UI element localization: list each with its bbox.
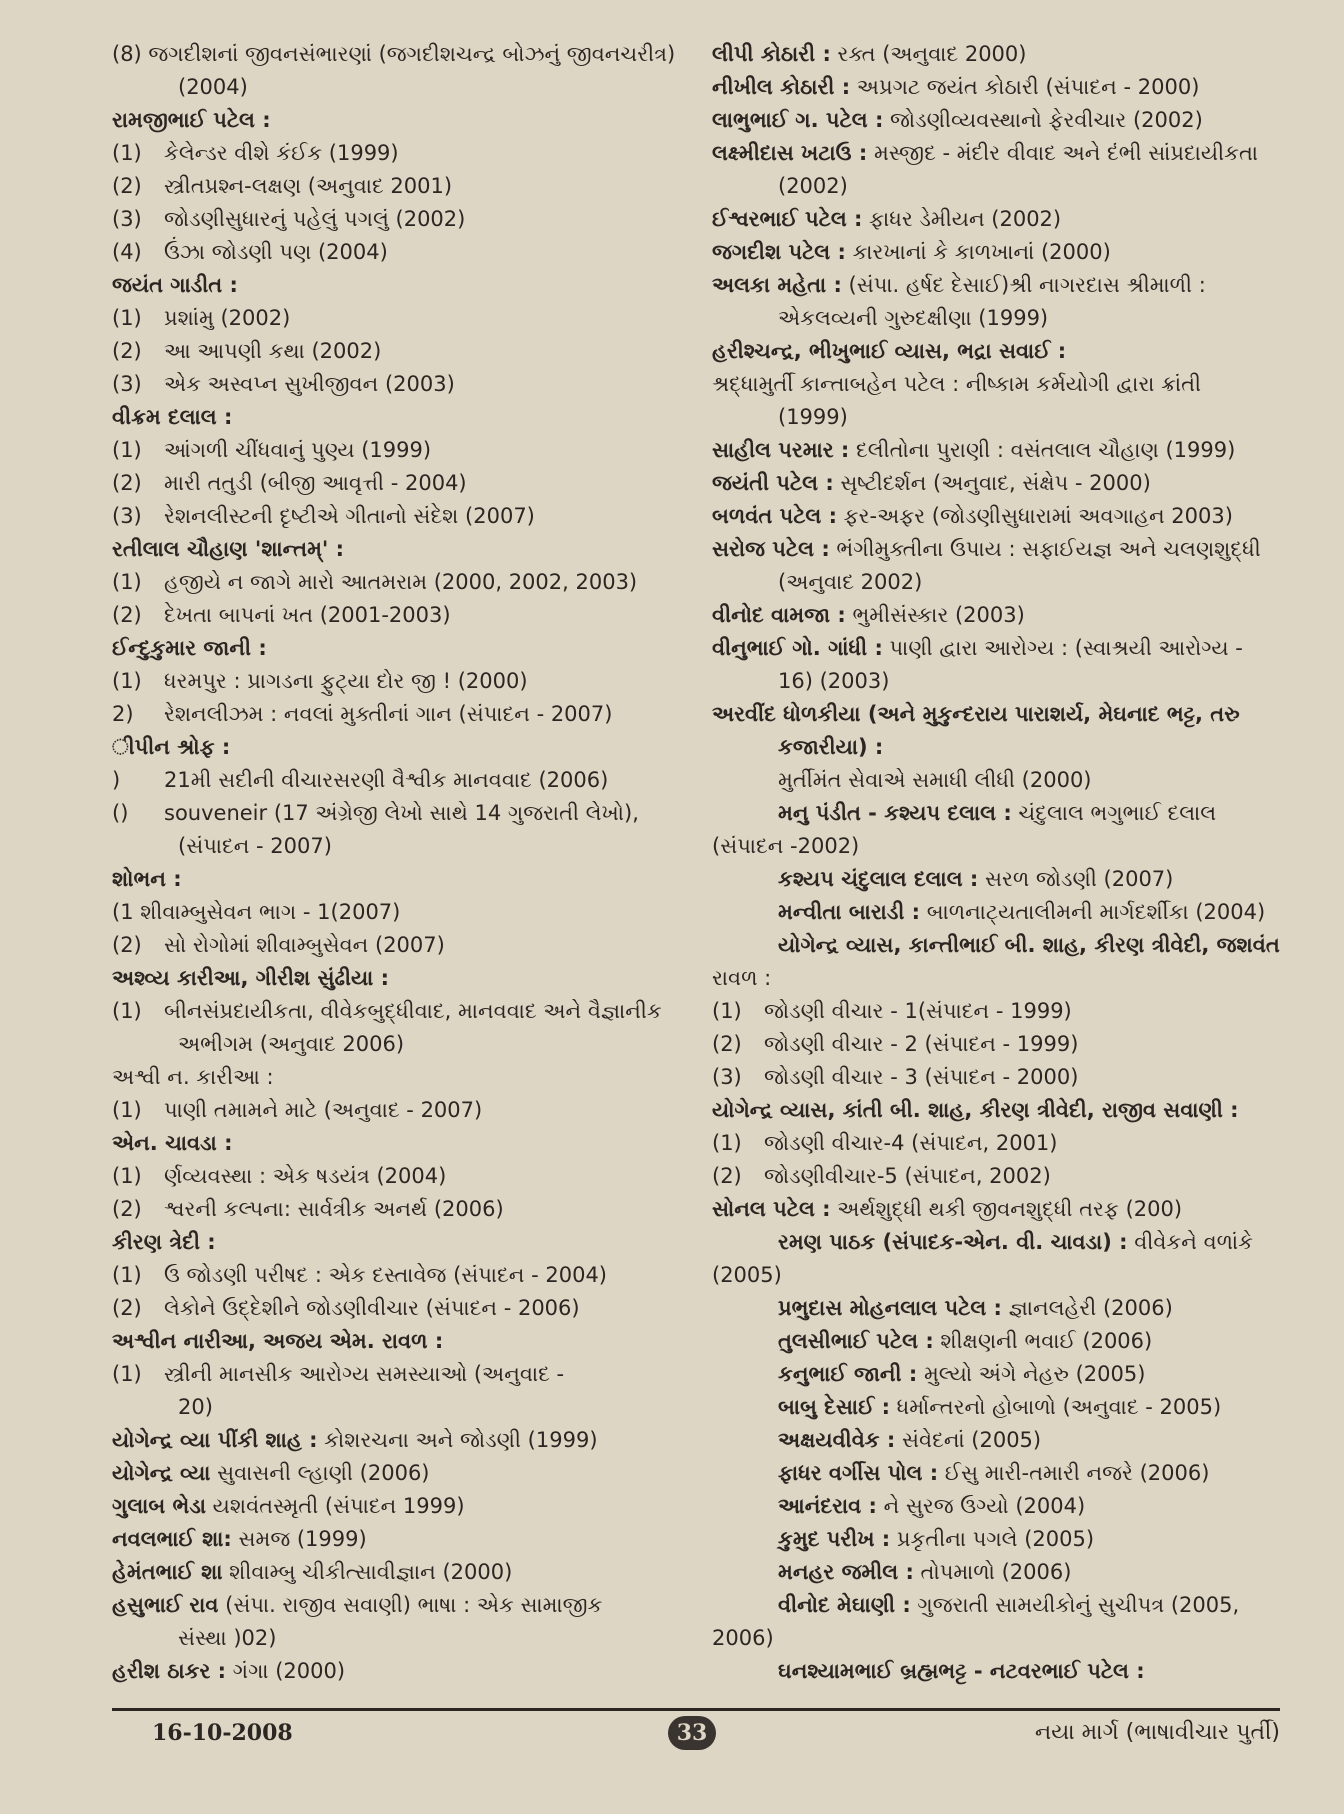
author-heading: કજારીયા) : [778,735,884,759]
text-line: એકલવ્યની ગુરુદક્ષીણા (1999) [778,306,1049,330]
book-title: સુવાસની લ્હાણી (2006) [210,1461,430,1485]
book-list-item [712,1127,1280,1160]
author-name: ગુલાબ ભેડા [112,1494,206,1518]
footer-divider [112,1708,1280,1711]
item-number: (1) [112,1362,142,1386]
author-entry [712,71,1280,104]
author-name: વીનોદ મેઘાણી : [778,1593,911,1617]
book-title: ગુજરાતી સામયીકોનું સુચીપત્ર (2005, [910,1593,1240,1617]
author-entry [712,863,1280,896]
author-name: સાહીલ પરમાર : [712,438,850,462]
item-number: (3) [112,504,142,528]
author-heading: અશ્વ્ય કારીઆ, ગીરીશ સુંઢીયા : [112,966,389,990]
item-title: જોડણીસુધારનું પહેલું પગલું (2002) [164,207,466,231]
book-title: મસ્જીદ - મંદીર વીવાદ અને દંભી સાંપ્રદાયીકતા [867,141,1259,165]
book-list-item [112,1094,684,1127]
book-list-item [112,698,684,731]
item-number: (3) [112,372,142,396]
author-heading: વીક્રમ દલાલ : [112,405,233,429]
item-title: જોડણીવીચાર-5 (સંપાદન, 2002) [764,1164,1051,1188]
item-number: (1) [112,1098,142,1122]
book-title: વીવેકને વળાંકે [1127,1230,1254,1254]
book-title: યશવંતસ્મૃતી (સંપાદન 1999) [206,1494,465,1518]
author-entry [712,269,1280,302]
book-list-item [112,236,684,269]
item-number: (2) [112,174,142,198]
text-line: (8) જગદીશનાં જીવનસંભારણાં (જગદીશચન્દ્ર બોઝનું જીવનચરીત્ર) [112,42,676,66]
text-line: (2004) [178,75,248,99]
author-entry [112,1424,684,1457]
author-entry [712,1523,1280,1556]
author-heading: એન. ચાવડા : [112,1131,233,1155]
book-title: શીક્ષણની ભવાઈ (2006) [933,1329,1153,1353]
item-title: પ્રશાંમુ (2002) [164,306,291,330]
book-list-item [712,995,1280,1028]
book-list-item [112,335,684,368]
book-list-item [712,1160,1280,1193]
book-title: મુલ્યો અંગે નેહરુ (2005) [917,1362,1146,1386]
item-title: બીનસંપ્રદાયીકતા, વીવેકબુદ્ધીવાદ, માનવવાદ અને વૈજ્ઞાનીક [164,999,662,1023]
text-line: (સંપાદન -2002) [712,834,860,858]
author-name: પ્રભુદાસ મોહનલાલ પટેલ : [778,1296,1002,1320]
item-title: હજીયે ન જાગે મારો આતમરામ (2000, 2002, 2003) [164,570,638,594]
author-heading: અશ્વીન નારીઆ, અજય એમ. રાવળ : [112,1329,444,1353]
author-name: હેમંતભાઈ શા [112,1560,223,1584]
text-line: 2006) [712,1626,774,1650]
item-number: (3) [112,207,142,231]
item-number: (2) [112,1296,142,1320]
author-heading: યોગેન્દ્ર વ્યાસ, કાન્તીભાઈ બી. શાહ, કીરણ ત્રીવેદી, જશવંત [778,933,1280,957]
author-heading: યોગેન્દ્ર વ્યાસ, કાંતી બી. શાહ, કીરણ ત્રીવેદી, રાજીવ સવાણી : [712,1098,1239,1122]
item-title: શ્વરની કલ્પના: સાર્વત્રીક અનર્થ (2006) [164,1197,504,1221]
item-number: (1) [712,1131,742,1155]
author-name: વીનુભાઈ ગો. ગાંધી : [712,636,883,660]
author-entry [112,1457,684,1490]
author-name: લક્ષ્મીદાસ ખટાઉ : [712,141,868,165]
author-name: વીનોદ વામજા : [712,603,846,627]
author-name: નીખીલ કોઠારી : [712,75,851,99]
item-title: સ્ત્રીતપ્રશ્ન-લક્ષણ (અનુવાદ 2001) [164,174,453,198]
author-entry [712,1490,1280,1523]
book-title: ભંગીમુક્તીના ઉપાય : સફાઈયજ્ઞ અને ચલણશુદ્ધી [829,537,1261,561]
text-line: શ્રદ્ધામુર્તી કાન્તાબહેન પટેલ : નીષ્કામ કર્મયોગી દ્વારા ક્રાંતી [712,372,1202,396]
author-entry [112,1556,684,1589]
author-name: હરીશ ઠાકર : [112,1659,227,1683]
author-heading: ઈન્દુકુમાર જાની : [112,636,267,660]
item-number: (2) [112,933,142,957]
item-title: જોડણી વીચાર - 3 (સંપાદન - 2000) [764,1065,1079,1089]
item-title: રેશનલીઝમ : નવલાં મુક્તીનાં ગાન (સંપાદન - 2007) [164,702,613,726]
book-list-item [112,434,684,467]
book-title: કારખાનાં કે કાળખાનાં (2000) [845,240,1111,264]
book-title: ધર્માન્તરનો હોબાળો (અનુવાદ - 2005) [890,1395,1222,1419]
item-number: (4) [112,240,142,264]
book-title: દલીતોના પુરાણી : વસંતલાલ ચૌહાણ (1999) [849,438,1236,462]
author-name: યોગેન્દ્ર વ્યા પીંકી શાહ : [112,1428,318,1452]
book-title: પાણી દ્વારા આરોગ્ય : (સ્વાશ્રયી આરોગ્ય - [882,636,1243,660]
author-entry [112,1523,684,1556]
author-entry [712,434,1280,467]
book-title: તોપમાળો (2006) [913,1560,1072,1584]
author-entry [712,1292,1280,1325]
author-name: આનંદરાવ : [778,1494,877,1518]
author-entry [112,1490,684,1523]
item-title: મારી તતુડી (બીજી આવૃત્તી - 2004) [164,471,467,495]
text-line: મુર્તીમંત સેવાએ સમાધી લીધી (2000) [778,768,1092,792]
author-heading: જયંત ગાડીત : [112,273,238,297]
text-line: 16) (2003) [778,669,890,693]
item-title: જોડણી વીચાર-4 (સંપાદન, 2001) [764,1131,1058,1155]
author-name: બળવંત પટેલ : [712,504,837,528]
author-entry [712,896,1280,929]
author-entry [712,797,1280,830]
text-line: અભીગમ (અનુવાદ 2006) [178,1032,405,1056]
text-line: અશ્વી ન. કારીઆ : [112,1065,274,1089]
author-entry [712,632,1280,665]
book-list-item [112,1292,684,1325]
author-name: મનહર જમીલ : [778,1560,914,1584]
author-heading: કીરણ ત્રેદી : [112,1230,216,1254]
author-name: રમણ પાઠક (સંપાદક-એન. વી. ચાવડા) : [778,1230,1128,1254]
item-title: ઉ જોડણી પરીષદ : એક દસ્તાવેજ (સંપાદન - 2004) [164,1263,607,1287]
item-number: (2) [712,1164,742,1188]
author-entry [712,1457,1280,1490]
item-number: (1) [112,999,142,1023]
author-name: લીપી કોઠારી : [712,42,831,66]
author-entry [712,38,1280,71]
author-heading: અરવીંદ ધોળકીયા (અને મુકુન્દરાય પારાશર્ય, મેઘનાદ ભટ્ટ, તરુ [712,702,1240,726]
item-title: સો રોગોમાં શીવામ્બુસેવન (2007) [164,933,445,957]
item-number: (1) [112,669,142,693]
book-title: (સંપા. હર્ષદ દેસાઈ)શ્રી નાગરદાસ શ્રીમાળી : [841,273,1206,297]
author-name: તુલસીભાઈ પટેલ : [778,1329,934,1353]
book-list-item [112,302,684,335]
author-entry [112,1589,684,1622]
book-title: અપ્રગટ જયંત કોઠારી (સંપાદન - 2000) [850,75,1200,99]
item-number: (2) [112,471,142,495]
author-name: અક્ષયવીવેક : [778,1428,896,1452]
author-name: સોનલ પટેલ : [712,1197,831,1221]
item-title: 21મી સદીની વીચારસરણી વૈશ્વીક માનવવાદ (2006) [164,768,609,792]
author-name: કુમુદ પરીખ : [778,1527,891,1551]
author-name: બાબુ દેસાઈ : [778,1395,890,1419]
author-entry [712,599,1280,632]
author-entry [712,500,1280,533]
book-list-item [112,599,684,632]
author-heading: ઘનશ્યામભાઈ બ્રહ્મભટ્ટ - નટવરભાઈ પટેલ : [778,1659,1145,1683]
book-title: બાળનાટ્યતાલીમની માર્ગદર્શીકા (2004) [920,900,1266,924]
item-number: (1) [112,438,142,462]
item-number: (3) [712,1065,742,1089]
book-list-item [112,203,684,236]
author-name: ફાધર વર્ગીસ પોલ : [778,1461,939,1485]
book-title: ફાધર ડેમીયન (2002) [862,207,1062,231]
author-heading: રતીલાલ ચૌહાણ 'શાન્તમ્' : [112,537,345,561]
author-name: સરોજ પટેલ : [712,537,830,561]
book-list-item [112,929,684,962]
book-list-item [112,665,684,698]
text-line: રાવળ : [712,966,772,990]
item-title: જોડણી વીચાર - 2 (સંપાદન - 1999) [764,1032,1079,1056]
author-heading: રામજીભાઈ પટેલ : [112,108,271,132]
author-entry [712,1556,1280,1589]
book-title: સંવેદનાં (2005) [895,1428,1042,1452]
book-list-item [112,566,684,599]
book-title: ભુમીસંસ્કાર (2003) [845,603,1025,627]
item-title: આ આપણી કથા (2002) [164,339,382,363]
text-line: (1 શીવામ્બુસેવન ભાગ - 1(2007) [112,900,401,924]
item-number: (2) [712,1032,742,1056]
item-number: 2) [112,702,134,726]
author-name: ઈશ્વરભાઈ પટેલ : [712,207,863,231]
author-name: જયંતી પટેલ : [712,471,834,495]
item-title: કેલેન્ડર વીશે કંઈક (1999) [164,141,399,165]
book-title: જ્ઞાનલહેરી (2006) [1001,1296,1173,1320]
book-list-item [712,1028,1280,1061]
item-title: souveneir (17 અંગ્રેજી લેખો સાથે 14 ગુજરાતી લેખો), [164,801,639,825]
book-title: અર્થશુદ્ધી થકી જીવનશુદ્ધી તરફ (200) [830,1197,1183,1221]
author-entry [712,1589,1280,1622]
book-list-item [112,467,684,500]
text-line: (2005) [712,1263,782,1287]
book-title: સરળ જોડણી (2007) [978,867,1174,891]
author-name: કશ્યપ ચંદુલાલ દલાલ : [778,867,979,891]
author-name: મનુ પંડીત - કશ્યપ દલાલ : [778,801,1012,825]
book-list-item [112,1193,684,1226]
book-title: સમજ (1999) [231,1527,367,1551]
book-title: ને સુરજ ઉગ્યો (2004) [876,1494,1086,1518]
item-number: (1) [112,306,142,330]
book-title: ચંદુલાલ ભગુભાઈ દલાલ [1011,801,1217,825]
text-line: (સંપાદન - 2007) [178,834,332,858]
item-title: રેશનલીસ્ટની દૃષ્ટીએ ગીતાનો સંદેશ (2007) [164,504,535,528]
author-entry [712,104,1280,137]
item-number: (2) [112,339,142,363]
author-heading: હરીશ્ચન્દ્ર, ભીખુભાઈ વ્યાસ, ભદ્રા સવાઈ : [712,339,1067,363]
author-entry [112,1655,684,1688]
author-name: લાભુભાઈ ગ. પટેલ : [712,108,884,132]
book-title: રક્ત (અનુવાદ 2000) [830,42,1027,66]
item-number: (1) [112,1164,142,1188]
item-title: ર્ણવ્યવસ્થા : એક ષડયંત્ર (2004) [164,1164,447,1188]
item-number: (1) [112,1263,142,1287]
text-line: 20) [178,1395,213,1419]
author-entry [712,1424,1280,1457]
item-number: (1) [112,570,142,594]
author-name: નવલભાઈ શા: [112,1527,232,1551]
book-title: જોડણીવ્યવસ્થાનો ફેરવીચાર (2002) [883,108,1203,132]
page-number: 33 [668,1716,716,1750]
author-entry [712,236,1280,269]
book-list-item [112,137,684,170]
author-name: અલકા મહેતા : [712,273,842,297]
item-number: (2) [112,603,142,627]
book-list-item [112,1160,684,1193]
item-number: (1) [112,141,142,165]
book-title: કોશરચના અને જોડણી (1999) [317,1428,598,1452]
book-title: (સંપા. રાજીવ સવાણી) ભાષા : એક સામાજીક [218,1593,603,1617]
book-title: ગંગા (2000) [226,1659,346,1683]
text-line: સંસ્થા )02) [178,1626,277,1650]
author-heading: ીપીન શ્રોફ : [112,735,231,759]
author-entry [712,1193,1280,1226]
book-list-item [112,1358,684,1391]
footer-date: 16-10-2008 [152,1720,293,1746]
author-entry [712,203,1280,236]
author-name: યોગેન્દ્ર વ્યા [112,1461,211,1485]
book-title: શીવામ્બુ ચીકીત્સાવીજ્ઞાન (2000) [222,1560,513,1584]
item-title: લેકોને ઉદ્દેશીને જોડણીવીચાર (સંપાદન - 2006) [164,1296,580,1320]
item-title: એક અસ્વપ્ન સુખીજીવન (2003) [164,372,455,396]
item-title: દેખતા બાપનાં ખત (2001-2003) [164,603,451,627]
item-title: ધરમપુર : પ્રાગડના ફુટ્યા દોર જી ! (2000) [164,669,528,693]
book-title: સૃષ્ટીદર્શન (અનુવાદ, સંક્ષેપ - 2000) [833,471,1151,495]
text-line: (1999) [778,405,848,429]
text-line: (2002) [778,174,848,198]
author-entry [712,1226,1280,1259]
item-title: ઉંઝા જોડણી પણ (2004) [164,240,388,264]
book-list-item [112,368,684,401]
book-list-item [112,764,684,797]
item-number: ) [112,768,121,792]
right-column [712,38,1280,1688]
author-entry [712,467,1280,500]
author-name: કનુભાઈ જાની : [778,1362,918,1386]
book-list-item [712,1061,1280,1094]
book-list-item [112,995,684,1028]
footer-publication-title: નયા માર્ગ (ભાષાવીચાર પુર્તી) [1034,1720,1280,1745]
author-entry [712,1325,1280,1358]
text-line: (અનુવાદ 2002) [778,570,923,594]
item-number: (2) [112,1197,142,1221]
item-title: જોડણી વીચાર - 1(સંપાદન - 1999) [764,999,1072,1023]
item-title: આંગળી ચીંધવાનું પુણ્ય (1999) [164,438,432,462]
author-name: મન્વીતા બારાડી : [778,900,921,924]
book-list-item [112,797,684,830]
author-entry [712,1358,1280,1391]
book-list-item [112,170,684,203]
book-list-item [112,500,684,533]
author-name: હસુભાઈ રાવ [112,1593,219,1617]
item-number: (1) [712,999,742,1023]
author-entry [712,533,1280,566]
book-title: ફર-અફર (જોડણીસુધારામાં અવગાહન 2003) [837,504,1233,528]
item-title: સ્ત્રીની માનસીક આરોગ્ય સમસ્યાઓ (અનુવાદ - [164,1362,565,1386]
item-title: પાણી તમામને માટે (અનુવાદ - 2007) [164,1098,483,1122]
author-entry [712,1391,1280,1424]
author-heading: શોભન : [112,867,182,891]
book-title: ઈસુ મારી-તમારી નજરે (2006) [938,1461,1210,1485]
left-column [112,38,684,1688]
author-entry [712,137,1280,170]
book-title: પ્રકૃતીના પગલે (2005) [890,1527,1095,1551]
author-name: જગદીશ પટેલ : [712,240,846,264]
item-number: () [112,801,129,825]
book-list-item [112,1259,684,1292]
